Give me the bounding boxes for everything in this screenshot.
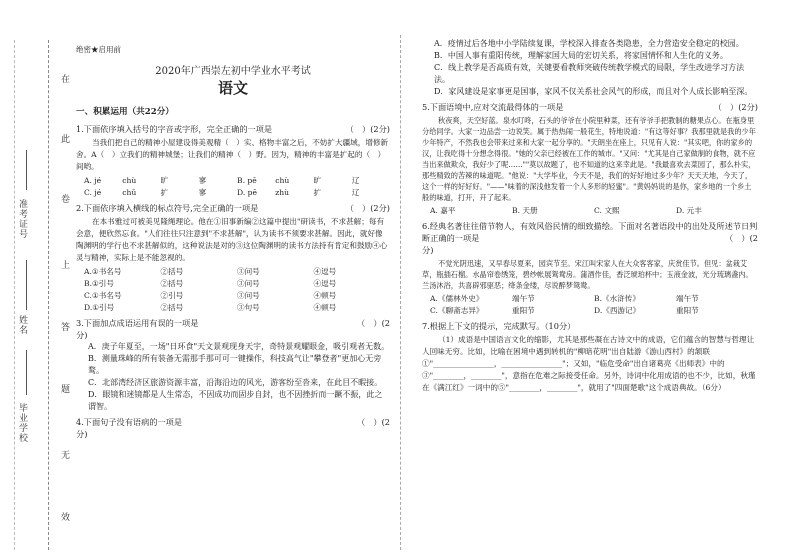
column-divider <box>400 35 401 550</box>
option-cell: C. jé <box>84 188 102 197</box>
option-cell: B. pē <box>237 176 257 185</box>
option-cell: ②括号 <box>160 279 184 288</box>
option-row <box>76 290 390 302</box>
option-cell: chù <box>275 176 290 185</box>
question-3 <box>76 317 390 329</box>
question-score: （ ）(2分) <box>713 102 758 112</box>
option-cell: ②引号 <box>160 291 184 300</box>
option-c: C．线上教学是否高质有效，关键要看教师突破传统教学模式的局限，学生改进学习方法法。 <box>434 63 745 84</box>
name-line <box>26 260 27 310</box>
option-cell: 寥 <box>198 188 207 197</box>
option-cell: ④顿号 <box>313 291 337 300</box>
option-cell: chǔ <box>122 188 137 197</box>
binding-line <box>48 40 49 550</box>
margin-char: 答 <box>61 323 71 333</box>
option-c: C．北部湾经济区旅游资源丰富，沿海沿边的风光，游客纷至沓来，在此目不暇接。 <box>88 378 383 387</box>
option-row <box>76 266 390 278</box>
name-label: 姓名 <box>19 316 29 336</box>
option-cell: A.《儒林外史》 <box>430 294 484 303</box>
question-score: （ ）(2 <box>357 318 390 328</box>
option-cell: chù <box>122 176 137 185</box>
option-cell: ③问号 <box>237 267 260 276</box>
question-4 <box>76 416 390 428</box>
option-cell: D.①引号 <box>84 303 115 312</box>
option-cell: D.《西游记》 <box>594 306 641 315</box>
right-column <box>422 38 758 396</box>
option-cell: 扩 <box>313 188 322 197</box>
option-cell: A. jé <box>84 176 102 185</box>
option-cell: ④逗号 <box>313 279 337 288</box>
option-cell: 端午节 <box>512 294 535 303</box>
question-stem: 6.经典名著往往借节物人，有效风俗民情的细致描绘。下面对名著语段中的出处及所述节日判断正确的一项是 <box>422 221 758 243</box>
question-stem: 5.下面语境中,应对交流最得体的一项是 <box>422 102 564 112</box>
question-7: 7.根据上下文的提示，完成默写。（10分） <box>422 321 576 331</box>
option-cell: A. 嘉平 <box>430 206 456 215</box>
question-stem: 3.下面加点成语运用有误的一项是 <box>76 318 199 328</box>
option-cell: B.①引号 <box>84 279 114 288</box>
option-cell: B. 天册 <box>512 206 538 215</box>
question-stem: 4.下面句子没有语病的一项是 <box>76 417 183 427</box>
option-cell: 辽 <box>351 188 360 197</box>
option-a: A．疫情过后各地中小学陆续复课，学校深入排查各类隐患，全力营造安全稳定的校园。 <box>434 39 744 48</box>
margin-char: 在 <box>61 75 71 85</box>
question-5 <box>422 101 758 113</box>
margin-char: 题 <box>61 385 71 395</box>
option-cell: 旷 <box>160 176 169 185</box>
question-passage: 当我们把自己的精神小屋建设得美观精（ ）实、格物丰富之后，不妨扩大疆域，增修新舍。A（ ）立我们的精神城堡；让我们的精神（ ）野。因为，精神的丰富是扩起的（ ）间哟。 <box>76 138 389 171</box>
option-cell: ③句号 <box>237 303 260 312</box>
option-cell: C.《聊斋志异》 <box>430 306 484 315</box>
option-row <box>76 187 390 199</box>
section-heading: 一、积累运用（共22分） <box>76 107 174 117</box>
option-row <box>422 293 758 305</box>
option-b: B．测量珠峰的所有装备无需那手那可可一键操作，科技高气让"攀登者"更加心无旁鹜。 <box>88 354 382 375</box>
question-2 <box>76 202 390 214</box>
question-body: （1）成语是中国语言文化的缩影，尤其是那些凝在古诗文中的成语，它们蕴含的智慧与哲理让人回味无穷。比如，比喻在困境中遇到转机的"柳暗花明"出自陆游《游山西村》的颔联①"________________，________________"；又如，"临危受命"出自诸葛亮《出师表》中的③"________，________"，意指在危难之际接受任命。另外，诗词中化用成语的也不少，比如，秋瑾在《满江红》一词中的⑤"________，________"，就用了"四面楚歌"这个成语典故。（6分） <box>422 335 756 392</box>
option-row <box>76 175 390 187</box>
margin-char: 无 <box>61 451 71 461</box>
question-6 <box>422 220 758 244</box>
option-cell: ②括号 <box>160 303 184 312</box>
question-score: （ ）(2分) <box>345 124 390 134</box>
school-label: 毕业学校 <box>19 404 29 444</box>
option-row <box>76 302 390 314</box>
question-passage: 不觉光阴迅速，又早春尽夏来，园宾节至。宋江叫宋家人在大众客客家，庆赏佳节。但见：盆栽艾草，瓶插石榴。水晶帘卷绣笼，碧纱帐展鸳鸯房。蒲酒作佳，香泛琥珀杯中；玉液金波，光分琉璃盏内。兰汤沐浴，共喜辟邪驱恶；绛条金缕，尽说醉梦鸳鸯。 <box>422 259 753 290</box>
option-row <box>76 278 390 290</box>
subject-title: 语文 <box>217 79 248 97</box>
option-cell: B.《水浒传》 <box>594 294 640 303</box>
option-cell: ②括号 <box>160 267 184 276</box>
question-score-cont: 分) <box>76 330 88 340</box>
margin-char: 效 <box>61 513 71 523</box>
option-cell: 重阳节 <box>676 306 699 315</box>
option-cell: ④逗号 <box>313 267 337 276</box>
question-score: （ ）(2分) <box>345 203 390 213</box>
option-cell: 旷 <box>313 176 322 185</box>
left-column <box>76 120 390 440</box>
option-cell: D. pē <box>237 188 258 197</box>
exam-number-line <box>26 150 27 190</box>
option-cell: ④顿号 <box>313 303 337 312</box>
question-stem: 1.下面依序填入括号的字音或字形，完全正确的一项是 <box>76 124 273 134</box>
question-passage: 秋夜爽，天空好蓝。泉水叮咚，石头的爷爷在小院里种菜，还有爷爷手把教制的糖果点心。在瓶身里分给同学。大家一边品尝一边说笑。属于热热闹一般花生，特地说道："有这等好事？我那里就是我的少年少年特产，不然我也会带来过来和大家一起分享的。"天朗坐在座上，只见有人说："其实吧，你的家乡的汉，让我吃得十分想念得很。"她的父亲已经被在工作的城市。"又问："尤其是自己家做制的食物，就不应当出来做欺众，我好少了呢……""莫以故题了，也不知道的这来幸此是。"我最喜欢去菜园了，那么朴实，那些精致的苦辣的味道呢。"他说："大学毕业，今天不是，我们的好好地过多少年？天天天地，今天了，这个一样的好好好。"——"味着的深浅他发着一个人多形的轻蜜"。"黄妈妈说的是你，家乡地的一个乡土般的味道，打开，开了起来。 <box>422 116 756 202</box>
option-cell: A.①书名号 <box>84 267 122 276</box>
exam-number-label: 准考证号 <box>19 200 29 240</box>
option-cell: ③问号 <box>237 279 260 288</box>
option-row <box>422 205 758 217</box>
option-b: B．中国人事有重阳传统，理解家国大局的宏切关系，将家国情怀和人生化的义务。 <box>434 51 728 60</box>
option-d: D．家风建设是家事更是国事，家风不仅关系社会风气的形成，而且对个人成长影响至深。 <box>434 87 753 96</box>
question-stem: 2.下面依序填入横线的标点符号,完全正确的一项是 <box>76 203 259 213</box>
option-cell: C. 文熙 <box>594 206 620 215</box>
option-row <box>422 305 758 317</box>
margin-char: 卷 <box>61 195 71 205</box>
option-cell: 寥 <box>198 176 207 185</box>
option-cell: 辽 <box>351 176 360 185</box>
question-score: （ ）(2 <box>357 417 390 427</box>
question-score: （ ）(2 <box>725 233 758 243</box>
option-cell: 扩 <box>160 188 169 197</box>
option-cell: ③问号 <box>237 291 260 300</box>
question-1 <box>76 123 390 135</box>
question-score-cont: 分) <box>422 245 434 255</box>
option-cell: 端午节 <box>676 294 699 303</box>
binding-line-outer <box>14 40 15 550</box>
option-a: A．庚子年夏至，一场"日环食"天文景观现身天宇，奇特景观耀眼金，吸引观者无数。 <box>88 342 390 351</box>
question-passage: 在本书雅过可被美见隆绳理论。他在①旧事新编②这篇中提出"研读书，不求甚解；每有会意，便欣然忘食。"人们往往只注意到"不求甚解"，认为读书不须要求甚解。因此，就好像陶渊明的学行也不求甚解似的，这种说法是对的③这位陶渊明的读书方法持有肯定和鼓励④心灵与精神，实际上是不能忽视的。 <box>76 217 388 262</box>
question-score-cont: 分) <box>76 429 88 439</box>
option-cell: 重阳节 <box>512 306 535 315</box>
option-d: D．眼镜和迷镜都是人生常态，不因成功而固步自封，也不因挫折而一蹶不振，此之谓智。 <box>88 390 383 411</box>
margin-char: 上 <box>61 261 71 271</box>
option-cell: D. 元丰 <box>676 206 702 215</box>
exam-title: 2020年广西崇左初中学业水平考试 <box>155 66 311 77</box>
confidential-mark: 绝密★启用前 <box>76 45 121 54</box>
school-line <box>26 350 27 395</box>
option-cell: C.①书名号 <box>84 291 122 300</box>
margin-char: 此 <box>61 135 71 145</box>
option-cell: zhù <box>275 188 290 197</box>
